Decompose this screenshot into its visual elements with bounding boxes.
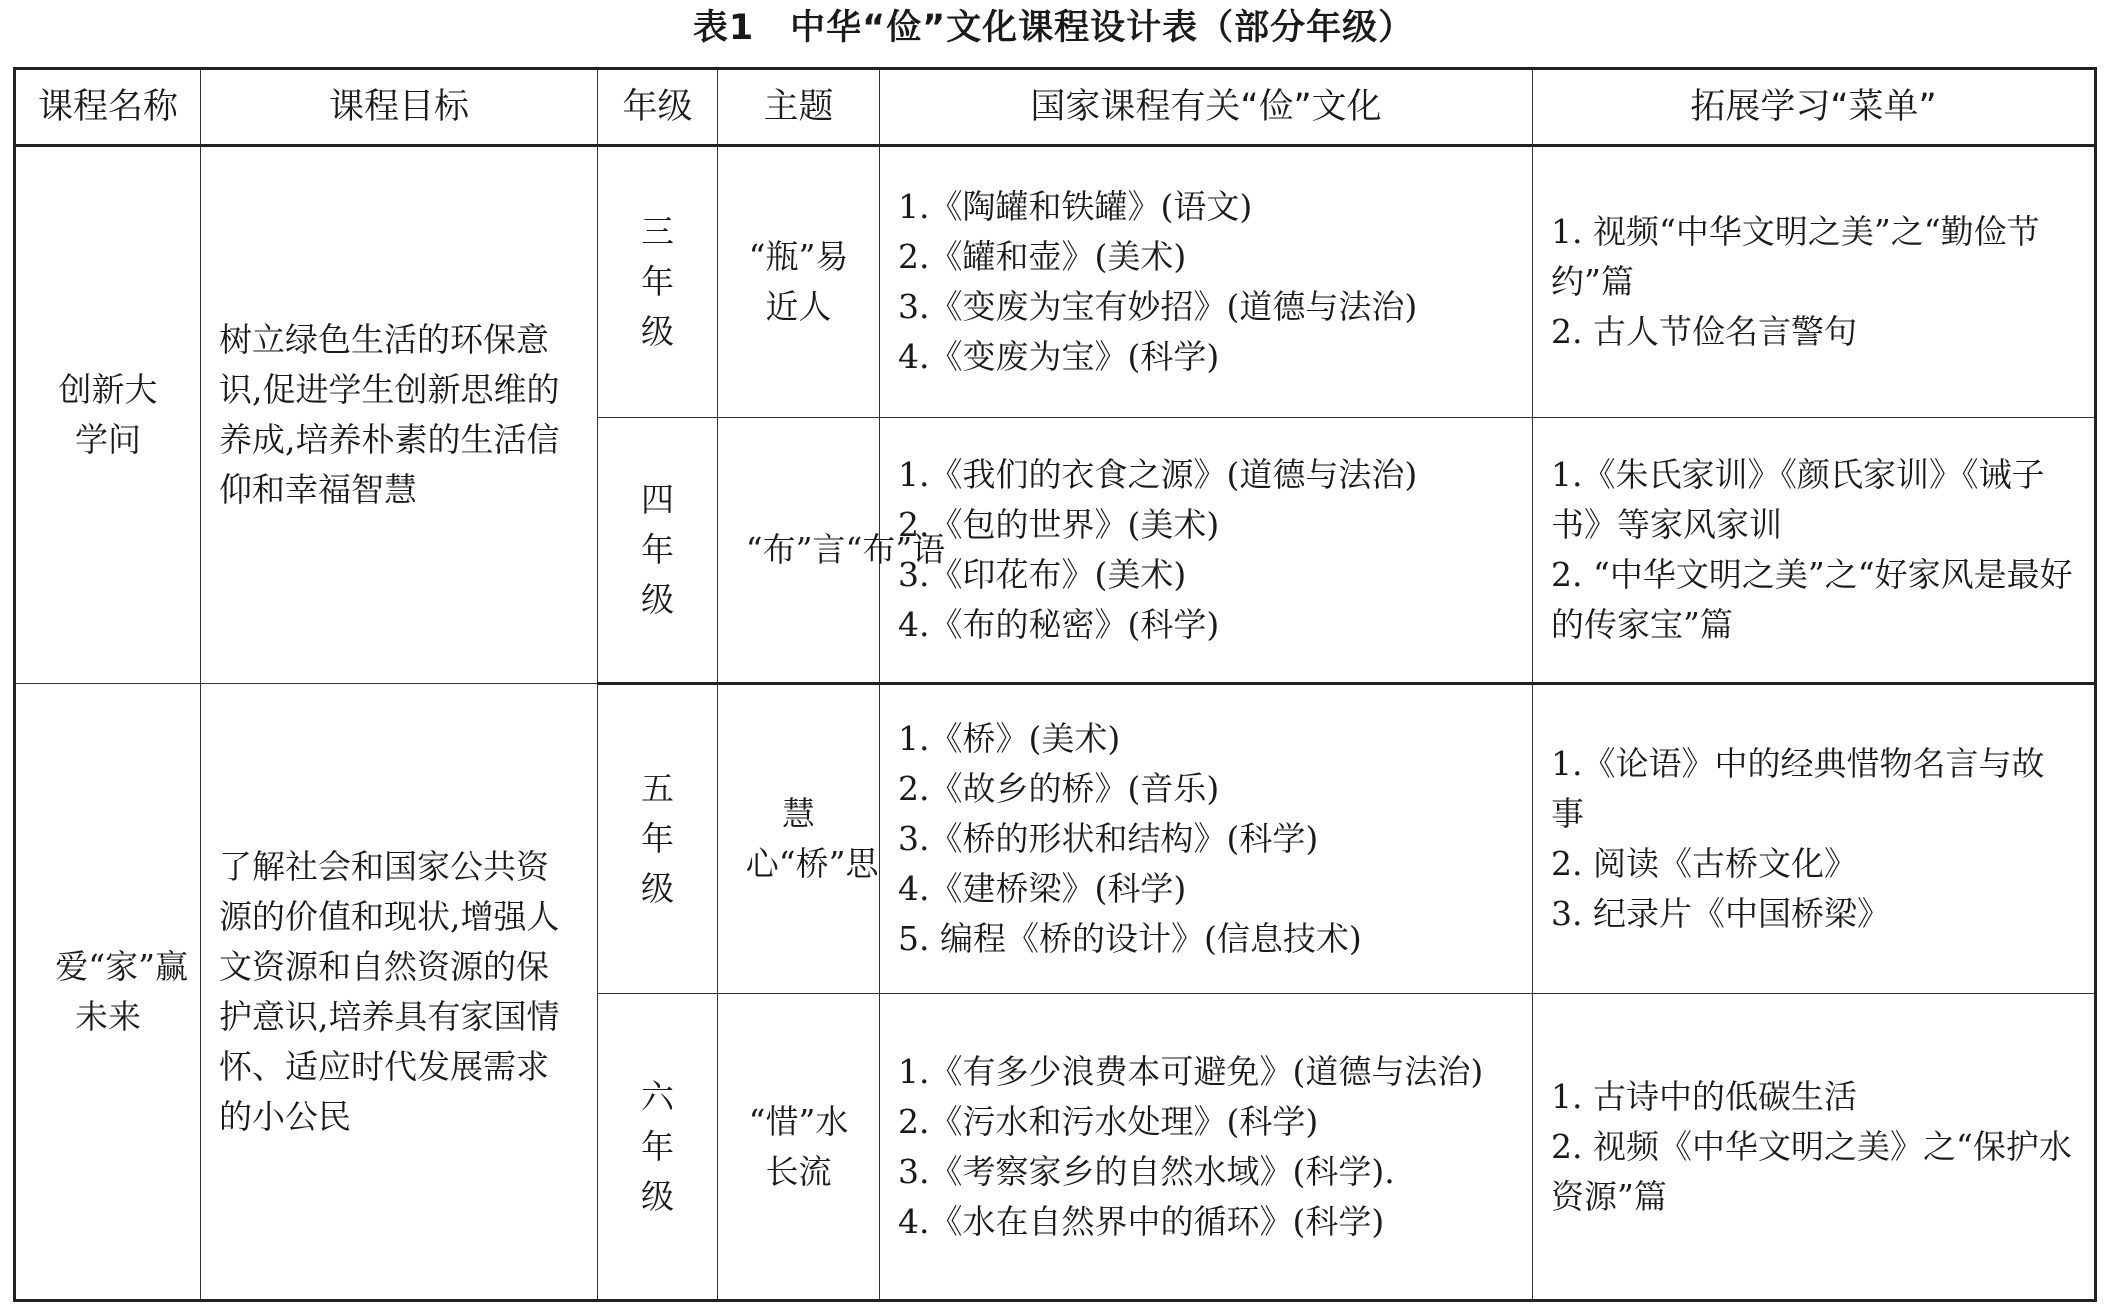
extension-menu-cell	[1533, 418, 2096, 684]
grade-cell	[598, 684, 718, 994]
national-item: 2.《罐和壶》(美术)	[898, 237, 1187, 276]
header-grade: 年级	[598, 69, 718, 146]
header-course-goal: 课程目标	[201, 69, 598, 146]
national-item: 2.《污水和污水处理》(科学)	[898, 1101, 1319, 1141]
national-item: 4.《变废为宝》(科学)	[898, 337, 1220, 376]
course-goal: 了解社会和国家公共资源的价值和现状,增强人文资源和自然资源的保护意识,培养具有家国情怀、适应时代发展需求的小公民	[219, 846, 560, 1136]
grade-label: 六年级	[641, 1076, 674, 1216]
national-item: 5. 编程《桥的设计》(信息技术)	[898, 919, 1362, 958]
course-design-table	[13, 67, 2097, 1302]
extension-menu-cell	[1533, 146, 2096, 418]
national-item: 1.《我们的衣食之源》(道德与法治)	[898, 455, 1418, 494]
course-goal: 树立绿色生活的环保意识,促进学生创新思维的养成,培养朴素的生活信仰和幸福智慧	[219, 320, 560, 509]
header-theme: 主题	[718, 69, 880, 146]
extension-item: 2. 视频《中华文明之美》之“保护水资源”篇	[1551, 1126, 2072, 1216]
extension-item: 1.《朱氏家训》《颜氏家训》《诫子书》等家风家训	[1551, 455, 2045, 544]
theme-cell	[718, 684, 880, 994]
grade-cell	[598, 146, 718, 418]
extension-item: 1.《论语》中的经典惜物名言与故事	[1551, 744, 2045, 833]
course-name-cell	[15, 146, 201, 684]
extension-item: 1. 视频“中华文明之美”之“勤俭节约”篇	[1551, 212, 2040, 301]
national-curriculum-cell	[880, 146, 1533, 418]
course-goal-cell	[201, 146, 598, 684]
grade-cell	[598, 418, 718, 684]
extension-menu-cell	[1533, 994, 2096, 1301]
grade-label: 五年级	[641, 769, 674, 908]
course-name: 爱“家”赢未来	[55, 946, 188, 1036]
national-curriculum-cell	[880, 684, 1533, 994]
national-item: 3.《变废为宝有妙招》(道德与法治)	[898, 287, 1418, 326]
theme-label: “瓶”易近人	[748, 237, 849, 326]
grade-label: 三年级	[641, 212, 674, 351]
header-row	[15, 69, 2096, 146]
extension-menu-cell	[1533, 684, 2096, 994]
national-item: 2.《包的世界》(美术)	[898, 505, 1220, 544]
extension-item: 2. 古人节俭名言警句	[1551, 312, 1857, 351]
national-item: 1.《桥》(美术)	[898, 719, 1121, 758]
grade-label: 四年级	[641, 480, 674, 619]
national-item: 1.《陶罐和铁罐》(语文)	[898, 187, 1253, 226]
header-extension-menu: 拓展学习“菜单”	[1533, 69, 2096, 146]
national-item: 4.《水在自然界中的循环》(科学)	[898, 1201, 1385, 1241]
extension-item: 2. “中华文明之美”之“好家风是最好的传家宝”篇	[1551, 555, 2073, 644]
theme-cell	[718, 994, 880, 1301]
grade-cell	[598, 994, 718, 1301]
national-item: 3.《印花布》(美术)	[898, 555, 1187, 594]
national-curriculum-cell	[880, 994, 1533, 1301]
national-curriculum-cell	[880, 418, 1533, 684]
table-row	[15, 146, 2096, 418]
theme-label: “布”言“布”语	[745, 530, 946, 569]
course-name: 创新大学问	[58, 370, 158, 459]
course-goal-cell	[201, 684, 598, 1301]
national-item: 3.《桥的形状和结构》(科学)	[898, 819, 1319, 858]
extension-item: 3. 纪录片《中国桥梁》	[1551, 894, 1890, 933]
table-caption: 表1 中华“俭”文化课程设计表（部分年级）	[692, 8, 1415, 48]
course-name-cell	[15, 684, 201, 1301]
theme-label: “惜”水长流	[748, 1101, 849, 1191]
national-item: 3.《考察家乡的自然水域》(科学).	[898, 1151, 1395, 1191]
national-item: 4.《建桥梁》(科学)	[898, 869, 1187, 908]
national-item: 2.《故乡的桥》(音乐)	[898, 769, 1220, 808]
extension-item: 1. 古诗中的低碳生活	[1551, 1076, 1857, 1116]
theme-cell	[718, 146, 880, 418]
national-item: 1.《有多少浪费本可避免》(道德与法治)	[898, 1051, 1484, 1091]
header-national-curriculum: 国家课程有关“俭”文化	[880, 69, 1533, 146]
header-course-name: 课程名称	[15, 69, 201, 146]
extension-item: 2. 阅读《古桥文化》	[1551, 844, 1857, 883]
table-row	[15, 684, 2096, 994]
theme-cell	[718, 418, 946, 684]
national-item: 4.《布的秘密》(科学)	[898, 605, 1220, 644]
theme-label: 慧心“桥”思	[745, 794, 879, 883]
